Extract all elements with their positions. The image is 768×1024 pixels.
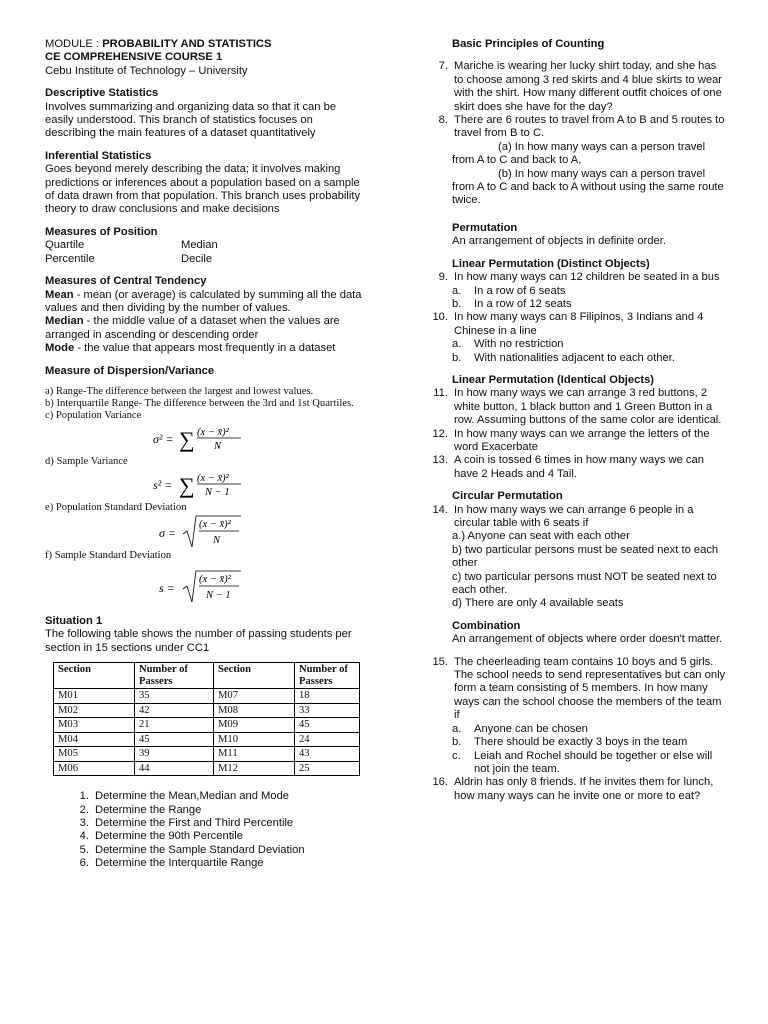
position-row-2 bbox=[45, 253, 363, 266]
table-cell: 45 bbox=[135, 732, 214, 747]
combination-heading: Combination bbox=[452, 619, 521, 632]
table-cell: 35 bbox=[135, 689, 214, 704]
table-row bbox=[54, 689, 360, 704]
table-cell: 44 bbox=[135, 761, 214, 776]
question-text: In how many ways we can arrange 6 people in a circular table with 6 seats if bbox=[454, 503, 694, 529]
question-5 bbox=[69, 844, 363, 857]
question-7 bbox=[428, 60, 728, 114]
table-cell: M07 bbox=[214, 689, 295, 704]
table-header: Section bbox=[54, 663, 135, 689]
dispersion-heading: Measure of Dispersion/Variance bbox=[45, 364, 215, 377]
table-cell: 18 bbox=[295, 689, 360, 704]
table-cell: 33 bbox=[295, 703, 360, 718]
question-number: 5. bbox=[79, 843, 89, 856]
table-header: Number of Passers bbox=[135, 663, 214, 689]
svg-text:s =: s = bbox=[159, 580, 175, 595]
question-text: Determine the Sample Standard Deviation bbox=[95, 843, 305, 856]
median-definition bbox=[45, 315, 363, 342]
question-number: 2. bbox=[79, 803, 89, 816]
table-header: Section bbox=[214, 663, 295, 689]
table-row bbox=[54, 747, 360, 762]
question-9 bbox=[428, 271, 728, 284]
question-14b: b) two particular persons must be seated next to each other bbox=[452, 543, 719, 570]
question-12 bbox=[428, 428, 728, 455]
question-10 bbox=[428, 311, 728, 338]
position-heading: Measures of Position bbox=[45, 225, 158, 238]
svg-text:σ =: σ = bbox=[159, 525, 177, 540]
position-quartile: Quartile bbox=[45, 239, 85, 252]
item-letter: b. bbox=[452, 297, 462, 310]
question-9b bbox=[428, 298, 728, 311]
table-cell: 39 bbox=[135, 747, 214, 762]
question-15c bbox=[428, 750, 728, 777]
question-15a bbox=[428, 723, 728, 736]
item-text: There should be exactly 3 boys in the team bbox=[474, 736, 688, 749]
question-10b bbox=[428, 352, 728, 365]
question-text: Determine the Range bbox=[95, 803, 202, 816]
question-text: Mariche is wearing her lucky shirt today, and she has to choose among 3 red skirts and 4 blue skirts to wear with the shirt. How many different outfit choices of one skirt does she have for the day? bbox=[454, 60, 723, 113]
sample-sd-label: f) Sample Standard Deviation bbox=[45, 549, 172, 561]
question-number: 8. bbox=[438, 114, 448, 127]
table-cell: 24 bbox=[295, 732, 360, 747]
item-letter: c. bbox=[452, 749, 461, 762]
item-letter: a. bbox=[452, 722, 462, 735]
table-cell: M02 bbox=[54, 703, 135, 718]
range-def: a) Range-The difference between the largest and lowest values. bbox=[45, 385, 314, 397]
question-number: 13. bbox=[432, 454, 448, 467]
pop-variance-svg bbox=[145, 422, 265, 456]
question-number: 6. bbox=[79, 857, 89, 870]
svg-text:∑: ∑ bbox=[179, 426, 195, 452]
question-number: 12. bbox=[432, 427, 448, 440]
question-11 bbox=[428, 387, 728, 427]
question-4 bbox=[69, 830, 363, 843]
item-letter: b. bbox=[452, 351, 462, 364]
sample-variance-formula bbox=[45, 468, 363, 502]
question-number: 3. bbox=[79, 816, 89, 829]
question-text: Determine the 90th Percentile bbox=[95, 830, 244, 843]
table-cell: 42 bbox=[135, 703, 214, 718]
pop-sd-formula bbox=[45, 514, 363, 550]
dispersion-block bbox=[45, 386, 363, 606]
sample-variance-label: d) Sample Variance bbox=[45, 455, 128, 467]
inferential-heading: Inferential Statistics bbox=[45, 149, 152, 162]
position-median: Median bbox=[181, 239, 218, 252]
item-text: With no restriction bbox=[474, 338, 564, 351]
linear-identical-heading: Linear Permutation (Identical Objects) bbox=[452, 373, 655, 386]
question-6 bbox=[69, 857, 363, 870]
question-text: In how many ways can we arrange the letters of the word Exacerbate bbox=[454, 427, 710, 453]
question-text: In how many ways can 12 children be seated in a bus bbox=[454, 271, 720, 284]
svg-text:(x − x̄)²: (x − x̄)² bbox=[199, 518, 231, 530]
item-text: Leiah and Rochel should be together or else will not join the team. bbox=[474, 749, 713, 775]
pop-sd-label: e) Population Standard Deviation bbox=[45, 501, 187, 513]
question-number: 15. bbox=[432, 655, 448, 668]
question-3 bbox=[69, 817, 363, 830]
question-8 bbox=[428, 114, 728, 141]
table-cell: 25 bbox=[295, 761, 360, 776]
table-row bbox=[54, 718, 360, 733]
question-number: 4. bbox=[79, 830, 89, 843]
question-15 bbox=[428, 656, 728, 723]
question-14 bbox=[428, 504, 728, 531]
combination-body: An arrangement of objects where order doesn't matter. bbox=[452, 633, 723, 646]
table-cell: M12 bbox=[214, 761, 295, 776]
table-row bbox=[54, 703, 360, 718]
circular-heading: Circular Permutation bbox=[452, 490, 563, 503]
question-10a bbox=[428, 338, 728, 351]
module-label: MODULE : bbox=[45, 38, 103, 50]
pop-sd-svg bbox=[145, 514, 265, 550]
permutation-heading: Permutation bbox=[452, 221, 518, 234]
central-heading: Measures of Central Tendency bbox=[45, 275, 207, 288]
question-16 bbox=[428, 776, 728, 803]
table-cell: M01 bbox=[54, 689, 135, 704]
question-number: 1. bbox=[79, 790, 89, 803]
question-number: 7. bbox=[438, 60, 448, 73]
question-13 bbox=[428, 454, 728, 481]
situation-questions bbox=[45, 790, 363, 870]
table-cell: 43 bbox=[295, 747, 360, 762]
question-8b: (b) In how many ways can a person travel from A to C and back to A without using the same route twice. bbox=[452, 167, 724, 207]
item-text: With nationalities adjacent to each other. bbox=[474, 351, 675, 364]
question-text: A coin is tossed 6 times in how many ways we can have 2 Heads and 4 Tail. bbox=[454, 454, 704, 480]
question-14c: c) two particular persons must NOT be seated next to each other. bbox=[452, 570, 717, 597]
table-row bbox=[54, 732, 360, 747]
question-number: 10. bbox=[432, 311, 448, 324]
mode-term: Mode bbox=[45, 342, 75, 355]
svg-text:N − 1: N − 1 bbox=[205, 486, 230, 498]
left-column bbox=[45, 38, 363, 871]
mode-definition bbox=[45, 342, 363, 355]
mean-definition bbox=[45, 289, 363, 316]
position-decile: Decile bbox=[181, 252, 213, 265]
linear-distinct-heading: Linear Permutation (Distinct Objects) bbox=[452, 257, 650, 270]
sample-variance-svg bbox=[145, 468, 265, 502]
iqr-def: b) Interquartile Range- The difference between the 3rd and 1st Quartiles. bbox=[45, 397, 354, 409]
question-number: 16. bbox=[432, 776, 448, 789]
passers-table bbox=[53, 662, 360, 776]
question-text: In how many ways can 8 Filipinos, 3 Indians and 4 Chinese in a line bbox=[454, 311, 704, 337]
question-text: The cheerleading team contains 10 boys and 5 girls. The school needs to send representatives but can only form a team consisting of 5 members. In how many ways can the school choose the members of the team if bbox=[454, 655, 726, 722]
question-15b bbox=[428, 736, 728, 749]
item-text: Anyone can be chosen bbox=[474, 722, 588, 735]
mean-def: - mean (or average) is calculated by summing all the data values and then dividing by the number of values. bbox=[45, 288, 362, 314]
table-cell: M11 bbox=[214, 747, 295, 762]
question-9a bbox=[428, 285, 728, 298]
question-text: Determine the Mean,Median and Mode bbox=[95, 790, 290, 803]
mode-def: - the value that appears most frequently in a dataset bbox=[74, 342, 336, 355]
question-text: Aldrin has only 8 friends. If he invites them for lunch, how many ways can he invite one or more to eat? bbox=[454, 776, 714, 802]
table-cell: M04 bbox=[54, 732, 135, 747]
svg-text:N: N bbox=[214, 440, 222, 452]
institute: Cebu Institute of Technology – University bbox=[45, 64, 248, 77]
table-row bbox=[54, 761, 360, 776]
question-text: In how many ways we can arrange 3 red buttons, 2 white button, 1 black button and 1 Green Button in a row. Assuming buttons of the same color are identical. bbox=[454, 387, 722, 427]
svg-text:σ² =: σ² = bbox=[153, 431, 174, 446]
table-cell: M08 bbox=[214, 703, 295, 718]
question-14a: a.) Anyone can seat with each other bbox=[452, 530, 630, 543]
median-def: - the middle value of a dataset when the values are arranged in ascending or descending order bbox=[45, 315, 340, 341]
sample-sd-formula bbox=[45, 568, 363, 606]
mean-term: Mean bbox=[45, 288, 74, 301]
inferential-body: Goes beyond merely describing the data; it involves making predictions or inferences about a population based on a sample of data drawn from that population. This branch uses probability theory to draw conclusions and make decisions bbox=[45, 163, 361, 216]
right-column bbox=[428, 38, 728, 803]
table-cell: M10 bbox=[214, 732, 295, 747]
median-term: Median bbox=[45, 315, 84, 328]
question-text: Determine the Interquartile Range bbox=[95, 857, 264, 870]
question-8a: (a) In how many ways can a person travel from A to C and back to A, bbox=[452, 140, 706, 167]
svg-text:s² =: s² = bbox=[153, 477, 173, 492]
module-line bbox=[45, 38, 363, 51]
table-header: Number of Passers bbox=[295, 663, 360, 689]
table-header-row bbox=[54, 663, 360, 689]
item-text: In a row of 12 seats bbox=[474, 297, 572, 310]
question-1 bbox=[69, 790, 363, 803]
descriptive-body: Involves summarizing and organizing data so that it can be easily understood. This branch of statistics focuses on describing the main features of a dataset quantitatively bbox=[45, 100, 337, 140]
position-row-1 bbox=[45, 239, 363, 252]
svg-text:(x − x̄)²: (x − x̄)² bbox=[199, 573, 231, 585]
permutation-body: An arrangement of objects in definite order. bbox=[452, 235, 666, 248]
svg-text:∑: ∑ bbox=[179, 472, 195, 498]
situation-heading: Situation 1 bbox=[45, 614, 103, 627]
svg-text:(x − x̄)²: (x − x̄)² bbox=[197, 472, 229, 484]
svg-text:N: N bbox=[213, 534, 221, 546]
question-2 bbox=[69, 804, 363, 817]
situation-body: The following table shows the number of passing students per section in 15 sections under CC1 bbox=[45, 628, 352, 654]
question-14d: d) There are only 4 available seats bbox=[452, 597, 624, 610]
question-text: Determine the First and Third Percentile bbox=[95, 816, 294, 829]
sample-sd-svg bbox=[145, 568, 265, 606]
pop-variance-label: c) Population Variance bbox=[45, 409, 142, 421]
table-cell: M05 bbox=[54, 747, 135, 762]
svg-text:N − 1: N − 1 bbox=[206, 589, 231, 601]
item-text: In a row of 6 seats bbox=[474, 284, 566, 297]
pop-variance-formula bbox=[45, 422, 363, 456]
module-title: PROBABILITY AND STATISTICS bbox=[102, 38, 272, 50]
course-title: CE COMPREHENSIVE COURSE 1 bbox=[45, 51, 223, 64]
position-percentile: Percentile bbox=[45, 252, 95, 265]
descriptive-heading: Descriptive Statistics bbox=[45, 87, 159, 100]
question-number: 9. bbox=[438, 271, 448, 284]
question-number: 11. bbox=[433, 387, 448, 400]
item-letter: a. bbox=[452, 284, 462, 297]
table-cell: M03 bbox=[54, 718, 135, 733]
item-letter: b. bbox=[452, 736, 462, 749]
question-text: There are 6 routes to travel from A to B and 5 routes to travel from B to C. bbox=[454, 114, 725, 140]
question-number: 14. bbox=[432, 503, 448, 516]
svg-text:(x − x̄)²: (x − x̄)² bbox=[197, 426, 229, 438]
counting-heading: Basic Principles of Counting bbox=[452, 38, 605, 50]
table-cell: 21 bbox=[135, 718, 214, 733]
item-letter: a. bbox=[452, 338, 462, 351]
table-cell: M06 bbox=[54, 761, 135, 776]
table-cell: M09 bbox=[214, 718, 295, 733]
table-cell: 45 bbox=[295, 718, 360, 733]
